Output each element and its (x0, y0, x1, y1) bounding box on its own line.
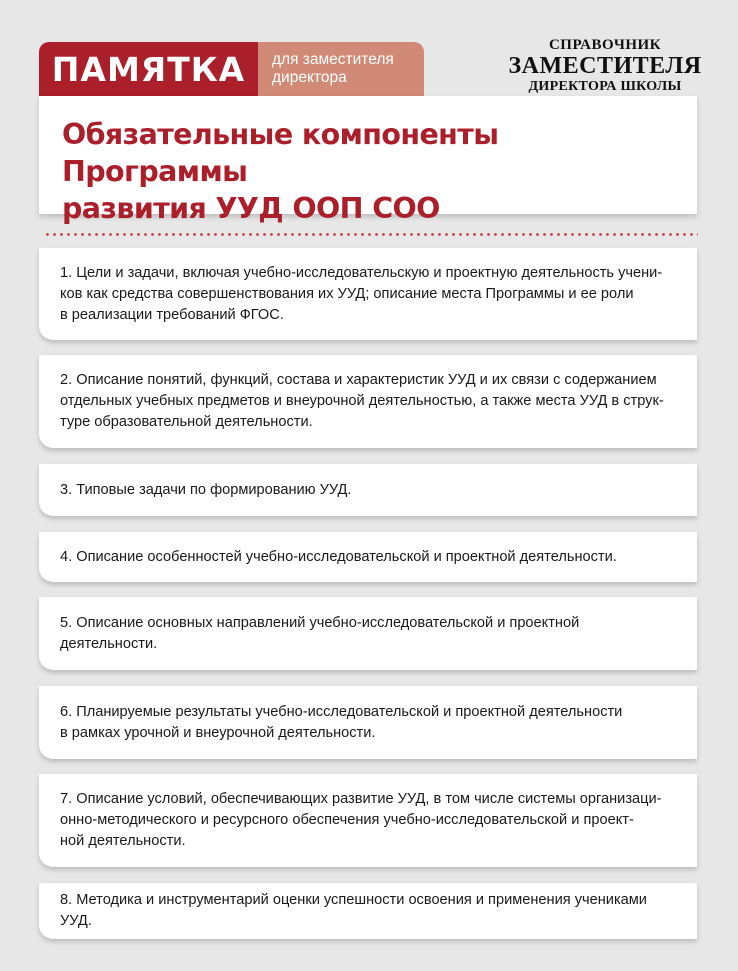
list-item-7 (39, 774, 697, 867)
list-item-5 (39, 597, 697, 670)
list-item-text: 8. Методика и инструментарий оценки успешности освоения и применения учениками УУД. (60, 892, 647, 929)
title-card (39, 96, 697, 225)
list-item-text: 6. Планируемые результаты учебно-исследовательской и проектной деятельности в рамках урочной и внеурочной деятельности. (60, 703, 623, 741)
tab-subtitle-line-1: для заместителя (272, 51, 394, 68)
brand-line-1: СПРАВОЧНИК (548, 37, 662, 53)
brand-logo (500, 36, 710, 95)
list-item-text: 7. Описание условий, обеспечивающих развитие УУД, в том числе системы организаци- онно-методического и ресурсного обеспечения учебно-исследовательской и проект- ной деятельности. (60, 791, 662, 849)
list-item-8 (39, 883, 697, 939)
dotted-divider (44, 233, 698, 236)
brand-line-2: ЗАМЕСТИТЕЛЯ (508, 53, 702, 79)
list-item-4 (39, 532, 697, 582)
memo-tab-title: ПАМЯТКА (39, 42, 258, 97)
list-item-text: 5. Описание основных направлений учебно-исследовательской и проектной деятельности. (60, 614, 580, 652)
list-item-text: 2. Описание понятий, функций, состава и характеристик УУД и их связи с содержанием отдельных учебных предметов и внеурочной деятельностью, а также места УУД в струк- туре образовательной деятельности. (60, 372, 664, 430)
brand-line-3: ДИРЕКТОРА ШКОЛЫ (528, 79, 682, 94)
list-item-text: 1. Цели и задачи, включая учебно-исследовательскую и проектную деятельность учени- ков как средства совершенствования их УУД; описание места Программы и ее роли в реализации требований ФГОС. (60, 264, 663, 323)
list-item-6 (39, 686, 697, 759)
list-item-text: 4. Описание особенностей учебно-исследовательской и проектной деятельности. (60, 548, 617, 565)
tab-subtitle-line-2: директора (272, 69, 347, 86)
list-item-3 (39, 464, 697, 516)
title-line-2: развития УУД ООП СОО (62, 192, 440, 225)
list-item-text: 3. Типовые задачи по формированию УУД. (60, 481, 352, 498)
title-line-1: Обязательные компоненты Программы (62, 118, 499, 188)
page-title (62, 116, 677, 227)
memo-tab-subtitle (258, 42, 424, 97)
list-item-2 (39, 355, 697, 448)
list-item-1 (39, 248, 697, 340)
